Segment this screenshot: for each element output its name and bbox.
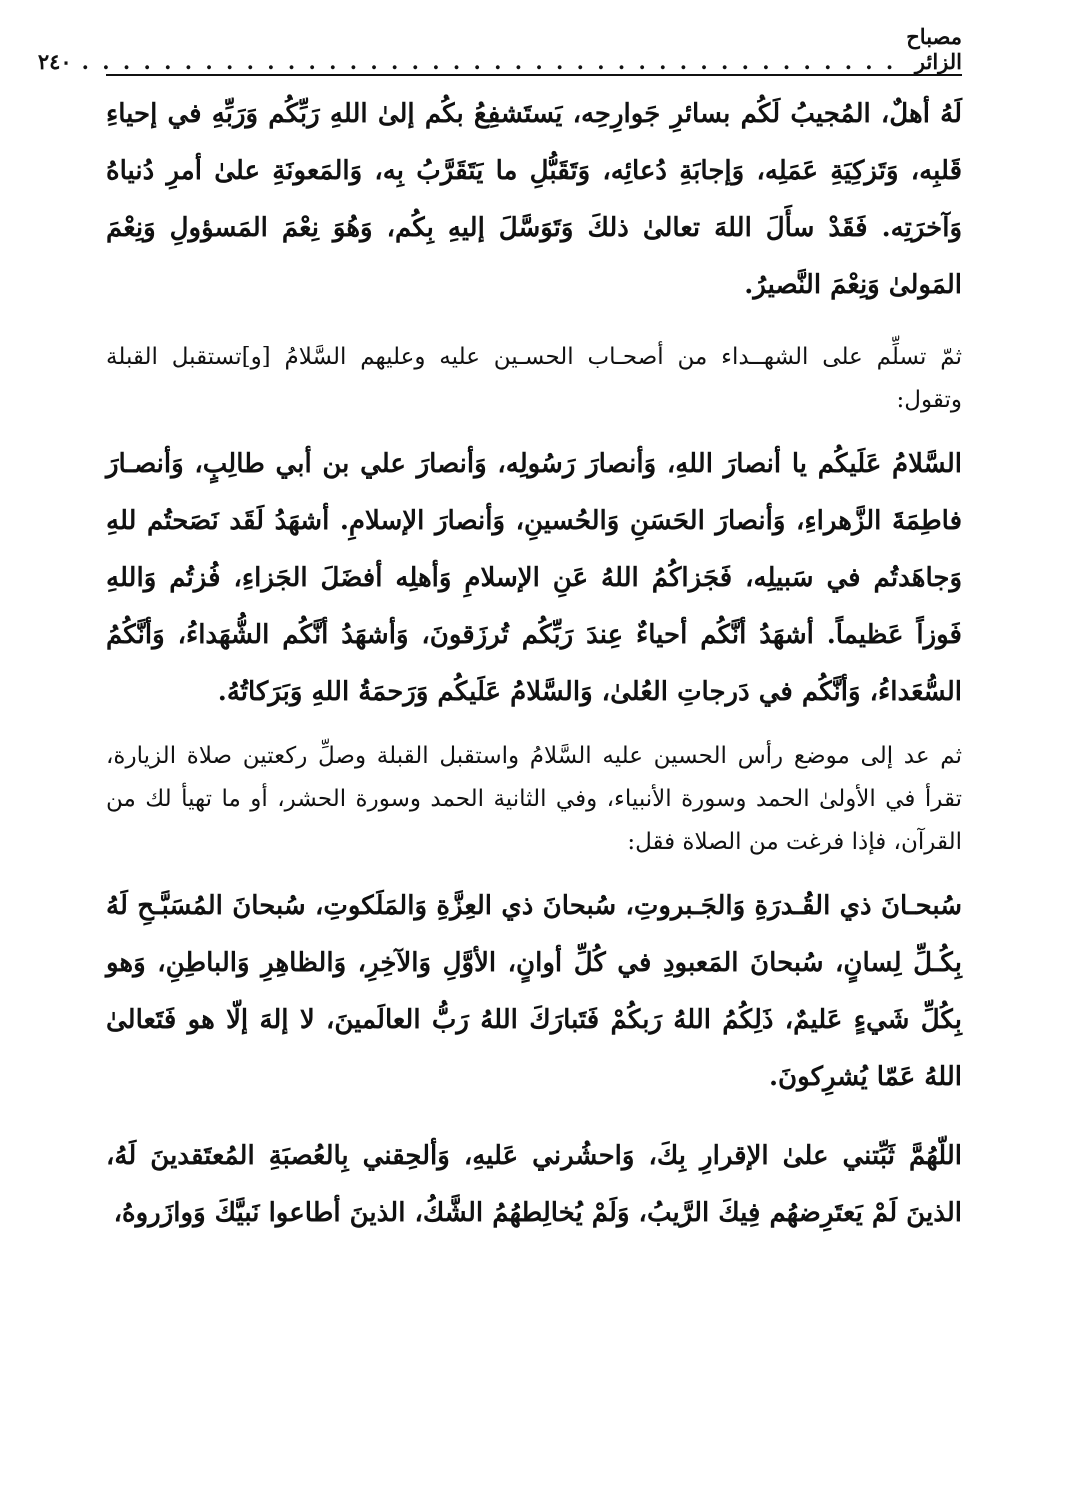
supplication-paragraph: اللّهُمَّ ثَبِّتني علىٰ الإقرارِ بِكَ، وَاحشُرني عَليهِ، وَألحِقني بِالعُصبَةِ المُعتَقدينَ لَهُ، الذينَ لَمْ يَعتَرِضهُم فِيكَ الرَّيبُ، وَلَمْ يُخالِطهُمُ الشَّكُ، الذينَ أطاعوا نَبيَّكَ وَوازَروهُ، [106,1141,962,1228]
page-number: ٢٤٠ [37,49,72,74]
running-title: مصباح الزائر [906,24,962,74]
instruction-paragraph-2: ثم عد إلى موضع رأس الحسين عليه السَّلامُ واستقبل القبلة وصلِّ ركعتين صلاة الزيارة، تقرأ في الأولىٰ الحمد وسورة الأنبياء، وفي الثانية الحمد وسورة الحشر، أو ما تهيأ لك من القرآن، فإذا فرغت من الصلاة فقل: [106,743,962,855]
page-header [37,24,962,76]
prayer-paragraph-1: لَهُ أهلٌ، المُجيبُ لَكُم بسائرِ جَوارِحِه، يَستَشفِعُ بكُم إلىٰ اللهِ رَبِّكُم وَرَبِّهِ في إحياءِ قَلبِه، وَتَزكِيَةِ عَمَلِه، وَإجابَةِ دُعائِه، وَتَقَبُّلِ ما يَتَقَرَّبُ بِه، وَالمَعونَةِ علىٰ أمرِ دُنياهُ وَآخرَتِه. فَقَدْ سأَلَ اللهَ تعالىٰ ذلكَ وَتَوَسَّلَ إليهِ بِكُم، وَهُوَ نِعْمَ المَسؤولِ وَنِعْمَ المَولىٰ وَنِعْمَ النَّصيرُ. [106,99,962,300]
salutation-paragraph: السَّلامُ عَلَيكُم يا أنصارَ اللهِ، وَأنصارَ رَسُولِه، وَأنصارَ علي بن أبي طالِبٍ، وَأنصـارَ فاطِمَةَ الزَّهراءِ، وَأنصارَ الحَسَنِ وَالحُسينِ، وَأنصارَ الإسلامِ. أشهَدُ لَقَد نَصَحتُم للهِ وَجاهَدتُم في سَبيلِه، فَجَزاكُمُ اللهُ عَنِ الإسلامِ وَأهلِه أفضَلَ الجَزاءِ، فُزتُم وَاللهِ فَوزاً عَظيماً. أشهَدُ أنَّكُم أحياءٌ عِندَ رَبِّكُم تُرزَقونَ، وَأشهَدُ أنَّكُم الشُّهَداءُ، وَأنَّكُمُ السُّعَداءُ، وَأنَّكُم في دَرجاتِ العُلىٰ، وَالسَّلامُ عَلَيكُم وَرَحمَةُ اللهِ وَبَرَكاتُهُ. [106,449,962,707]
tasbih-paragraph: سُبحـانَ ذي القُـدرَةِ وَالجَـبروتِ، سُبحانَ ذي العِزَّةِ وَالمَلَكوتِ، سُبحانَ المُسَبَّـحِ لَهُ بِكُـلِّ لِسانٍ، سُبحانَ المَعبودِ في كُلِّ أوانٍ، الأوَّلِ وَالآخِرِ، وَالظاهِرِ وَالباطِنِ، وَهو بِكُلِّ شَيءٍ عَليمٌ، ذَلِكُمُ اللهُ رَبكُمْ فَتَبارَكَ اللهُ رَبُّ العالَمينَ، لا إلهَ إلّا هو فَتَعالىٰ اللهُ عَمّا يُشرِكونَ. [106,891,962,1092]
instruction-paragraph-1: ثمّ تسلِّم على الشهــداء من أصحـاب الحسـين عليه وعليهم السَّلامُ [و]تستقبل القبلة وتقول: [106,344,962,413]
leader-dots: . . . . . . . . . . . . . . . . . . . . . . . . . . . . . . . . . . . . . . . . [81,49,897,74]
